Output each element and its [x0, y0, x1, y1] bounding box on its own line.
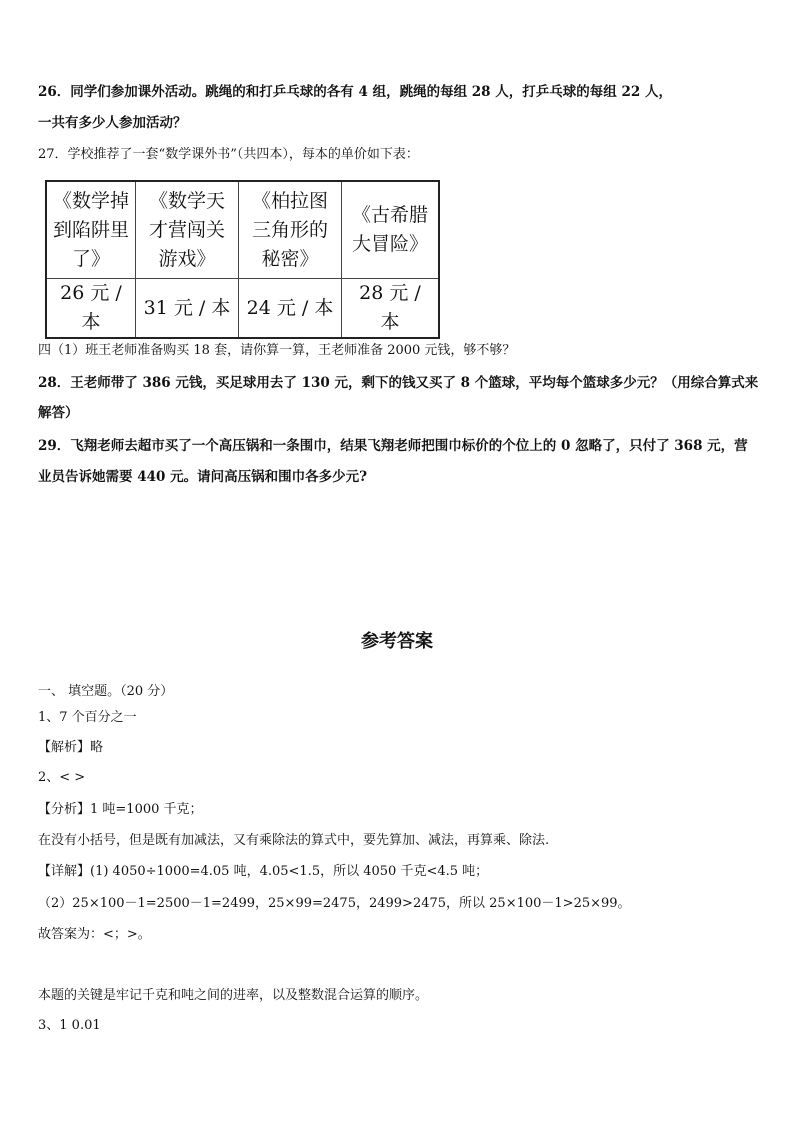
answers-section-title: 一、 填空题。（20 分）	[38, 684, 174, 699]
q29-line1: 29．飞翔老师去超市买了一个高压锅和一条围巾，结果飞翔老师把围巾标价的个位上的 0 忽略了，只付了 368 元，营	[38, 438, 748, 454]
book-title-row	[46, 181, 439, 279]
answer-2-final: 故答案为：<；>。	[38, 927, 151, 942]
answer-2-detail-1: 【详解】(1) 4050÷1000=4.05 吨，4.05<1.5，所以 4050 千克<4.5 吨；	[38, 864, 489, 879]
q26-line2: 一共有多少人参加活动？	[38, 115, 187, 131]
book-price-row	[46, 279, 439, 339]
book-price-cell: 24 元 / 本	[239, 279, 342, 339]
book-title-cell: 《柏拉图 三角形的 秘密》	[239, 181, 342, 279]
q26-line1: 26．同学们参加课外活动。跳绳的和打乒乓球的各有 4 组，跳绳的每组 28 人，打乒乓球的每组 22 人，	[38, 84, 672, 100]
answer-2-key-point: 本题的关键是牢记千克和吨之间的进率，以及整数混合运算的顺序。	[38, 988, 429, 1003]
book-price-cell: 26 元 / 本	[46, 279, 136, 339]
answer-2-detail-2: （2）25×100－1=2500－1=2499，25×99=2475，2499>2475，所以 25×100－1>25×99。	[38, 896, 631, 911]
answer-1-analysis: 【解析】略	[38, 740, 104, 755]
q29-line2: 业员告诉她需要 440 元。请问高压锅和围巾各多少元?	[38, 469, 367, 485]
book-title-cell: 《古希腊 大冒险》	[342, 181, 440, 279]
book-title-cell: 《数学天 才营闯关 游戏》	[136, 181, 239, 279]
book-price-cell: 28 元 / 本	[342, 279, 440, 339]
answers-heading: 参考答案	[361, 631, 433, 652]
answer-2: 2、< >	[38, 770, 86, 785]
answer-2-rule: 在没有小括号，但是既有加减法，又有乘除法的算式中，要先算加、减法，再算乘、除法.	[38, 833, 550, 848]
q28-line1: 28．王老师带了 386 元钱，买足球用去了 130 元，剩下的钱又买了 8 个篮球，平均每个篮球多少元？（用综合算式来	[38, 375, 759, 391]
book-price-table	[45, 180, 440, 339]
book-price-cell: 31 元 / 本	[136, 279, 239, 339]
answer-2-analysis: 【分析】1 吨=1000 千克；	[38, 802, 203, 817]
q27-intro: 27．学校推荐了一套“数学课外书”（共四本），每本的单价如下表：	[38, 147, 419, 162]
book-title-cell: 《数学掉 到陷阱里 了》	[46, 181, 136, 279]
answer-1: 1、7 个百分之一	[38, 710, 137, 725]
answer-3: 3、1 0.01	[38, 1018, 101, 1033]
q28-line2: 解答）	[38, 405, 79, 421]
q27-question: 四（1）班王老师准备购买 18 套，请你算一算，王老师准备 2000 元钱，够不够？	[38, 343, 516, 358]
